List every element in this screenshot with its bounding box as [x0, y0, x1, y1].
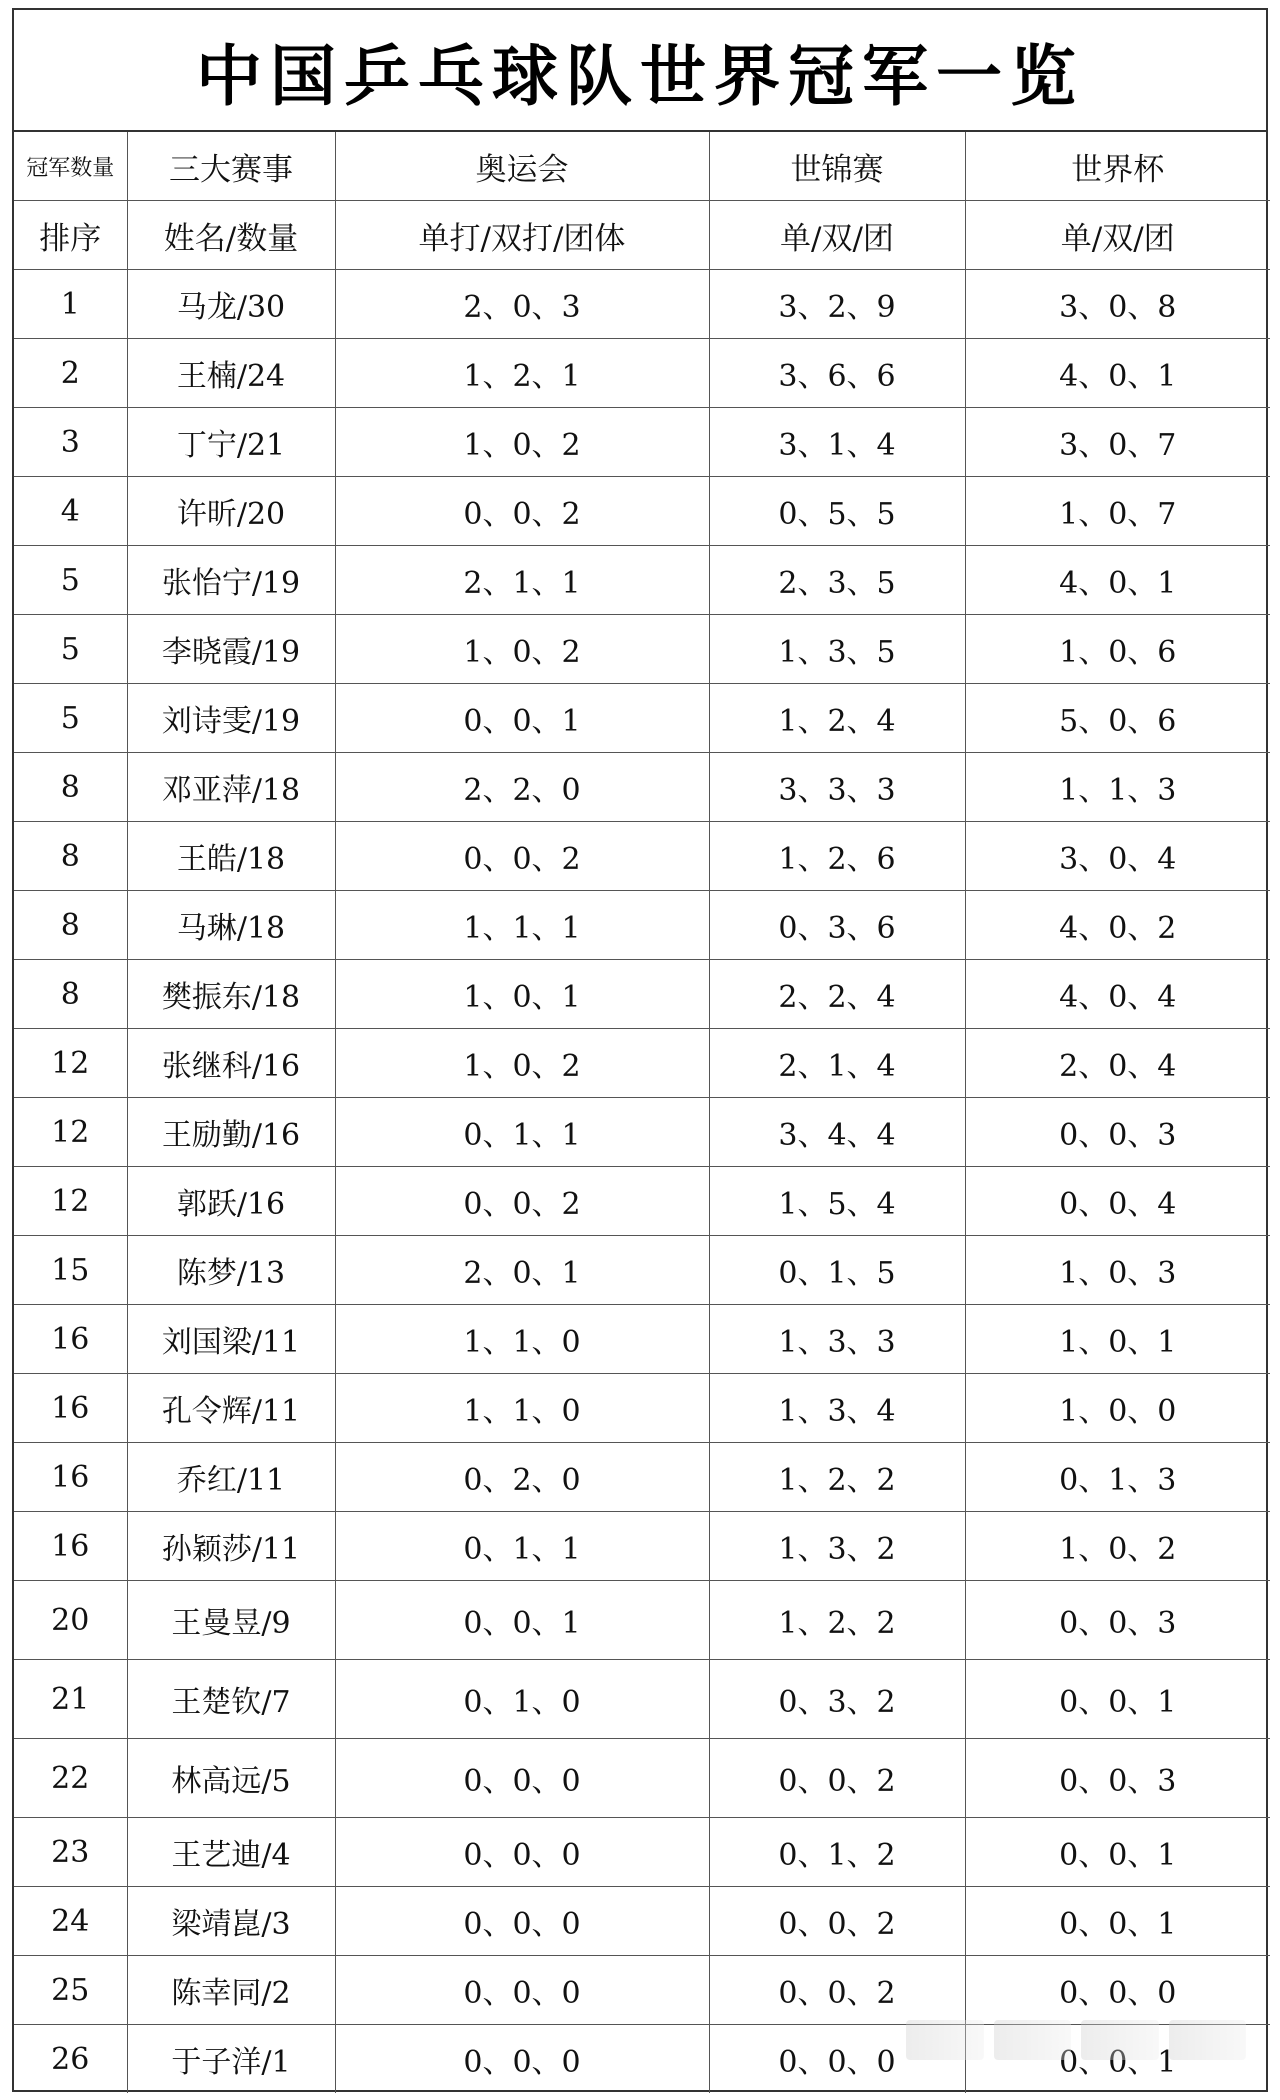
- table-body: [14, 132, 1270, 2093]
- player-name-cell: 王艺迪/4: [127, 1818, 335, 1887]
- table-row: [14, 1236, 1270, 1305]
- olympics-cell: 1、2、1: [335, 339, 709, 408]
- rank-cell: 8: [14, 891, 127, 960]
- subheader-worldcup-breakdown: 单/双/团: [965, 201, 1270, 270]
- olympics-cell: 0、1、1: [335, 1098, 709, 1167]
- table-row: [14, 753, 1270, 822]
- player-name-cell: 马龙/30: [127, 270, 335, 339]
- rank-cell: 5: [14, 684, 127, 753]
- rank-cell: 16: [14, 1512, 127, 1581]
- header-row: [14, 132, 1270, 201]
- worldcup-cell: 0、0、1: [965, 2025, 1270, 2094]
- table-row: [14, 1167, 1270, 1236]
- table-row: [14, 891, 1270, 960]
- rank-cell: 24: [14, 1887, 127, 1956]
- worldcup-cell: 0、0、3: [965, 1098, 1270, 1167]
- worldcup-cell: 4、0、1: [965, 339, 1270, 408]
- player-name-cell: 许昕/20: [127, 477, 335, 546]
- player-name-cell: 张怡宁/19: [127, 546, 335, 615]
- rank-cell: 21: [14, 1660, 127, 1739]
- player-name-cell: 于子洋/1: [127, 2025, 335, 2094]
- player-name-cell: 王楚钦/7: [127, 1660, 335, 1739]
- worlds-cell: 1、3、3: [709, 1305, 965, 1374]
- header-world-championships: 世锦赛: [709, 132, 965, 201]
- rank-cell: 8: [14, 753, 127, 822]
- olympics-cell: 1、1、1: [335, 891, 709, 960]
- worldcup-cell: 0、1、3: [965, 1443, 1270, 1512]
- olympics-cell: 0、0、0: [335, 1887, 709, 1956]
- table-row: [14, 1581, 1270, 1660]
- watermark-block: [1081, 2020, 1159, 2060]
- player-name-cell: 梁靖崑/3: [127, 1887, 335, 1956]
- worlds-cell: 1、2、2: [709, 1581, 965, 1660]
- worldcup-cell: 3、0、8: [965, 270, 1270, 339]
- subheader-olympics-breakdown: 单打/双打/团体: [335, 201, 709, 270]
- worlds-cell: 3、3、3: [709, 753, 965, 822]
- worldcup-cell: 2、0、4: [965, 1029, 1270, 1098]
- olympics-cell: 0、0、2: [335, 477, 709, 546]
- player-name-cell: 乔红/11: [127, 1443, 335, 1512]
- rank-cell: 26: [14, 2025, 127, 2094]
- player-name-cell: 王楠/24: [127, 339, 335, 408]
- champions-sheet: [12, 8, 1268, 2092]
- worlds-cell: 0、0、2: [709, 1739, 965, 1818]
- worldcup-cell: 3、0、7: [965, 408, 1270, 477]
- worlds-cell: 0、1、5: [709, 1236, 965, 1305]
- rank-cell: 2: [14, 339, 127, 408]
- rank-cell: 3: [14, 408, 127, 477]
- table-row: [14, 270, 1270, 339]
- worldcup-cell: 3、0、4: [965, 822, 1270, 891]
- worlds-cell: 1、5、4: [709, 1167, 965, 1236]
- rank-cell: 4: [14, 477, 127, 546]
- olympics-cell: 0、1、0: [335, 1660, 709, 1739]
- player-name-cell: 孙颖莎/11: [127, 1512, 335, 1581]
- player-name-cell: 王皓/18: [127, 822, 335, 891]
- player-name-cell: 李晓霞/19: [127, 615, 335, 684]
- table-row: [14, 1956, 1270, 2025]
- worlds-cell: 0、3、6: [709, 891, 965, 960]
- worlds-cell: 3、1、4: [709, 408, 965, 477]
- rank-cell: 5: [14, 546, 127, 615]
- table-row: [14, 1660, 1270, 1739]
- olympics-cell: 1、0、1: [335, 960, 709, 1029]
- table-row: [14, 1887, 1270, 1956]
- rank-cell: 1: [14, 270, 127, 339]
- rank-cell: 22: [14, 1739, 127, 1818]
- player-name-cell: 丁宁/21: [127, 408, 335, 477]
- watermark: [906, 2020, 1246, 2060]
- worlds-cell: 1、2、6: [709, 822, 965, 891]
- player-name-cell: 王励勤/16: [127, 1098, 335, 1167]
- header-major-events: 三大赛事: [127, 132, 335, 201]
- player-name-cell: 陈梦/13: [127, 1236, 335, 1305]
- subheader-rank: 排序: [14, 201, 127, 270]
- olympics-cell: 2、2、0: [335, 753, 709, 822]
- champions-table: [14, 132, 1270, 2093]
- worlds-cell: 3、6、6: [709, 339, 965, 408]
- worlds-cell: 1、2、4: [709, 684, 965, 753]
- olympics-cell: 0、0、0: [335, 1739, 709, 1818]
- worldcup-cell: 1、0、3: [965, 1236, 1270, 1305]
- worlds-cell: 1、3、5: [709, 615, 965, 684]
- rank-cell: 16: [14, 1374, 127, 1443]
- player-name-cell: 刘诗雯/19: [127, 684, 335, 753]
- player-name-cell: 孔令辉/11: [127, 1374, 335, 1443]
- olympics-cell: 0、0、1: [335, 684, 709, 753]
- player-name-cell: 马琳/18: [127, 891, 335, 960]
- table-row: [14, 1512, 1270, 1581]
- worlds-cell: 2、1、4: [709, 1029, 965, 1098]
- worldcup-cell: 0、0、4: [965, 1167, 1270, 1236]
- watermark-block: [994, 2020, 1072, 2060]
- table-row: [14, 615, 1270, 684]
- table-row: [14, 1305, 1270, 1374]
- table-row: [14, 546, 1270, 615]
- worlds-cell: 0、0、0: [709, 2025, 965, 2094]
- worldcup-cell: 4、0、2: [965, 891, 1270, 960]
- olympics-cell: 0、0、2: [335, 822, 709, 891]
- worldcup-cell: 0、0、3: [965, 1739, 1270, 1818]
- worldcup-cell: 1、0、7: [965, 477, 1270, 546]
- worldcup-cell: 0、0、3: [965, 1581, 1270, 1660]
- subheader-row: [14, 201, 1270, 270]
- rank-cell: 12: [14, 1098, 127, 1167]
- worlds-cell: 2、3、5: [709, 546, 965, 615]
- olympics-cell: 0、0、0: [335, 2025, 709, 2094]
- worlds-cell: 3、4、4: [709, 1098, 965, 1167]
- olympics-cell: 0、1、1: [335, 1512, 709, 1581]
- worldcup-cell: 4、0、1: [965, 546, 1270, 615]
- rank-cell: 5: [14, 615, 127, 684]
- table-row: [14, 960, 1270, 1029]
- header-olympics: 奥运会: [335, 132, 709, 201]
- player-name-cell: 张继科/16: [127, 1029, 335, 1098]
- worldcup-cell: 0、0、0: [965, 1956, 1270, 2025]
- worlds-cell: 3、2、9: [709, 270, 965, 339]
- table-row: [14, 339, 1270, 408]
- header-champion-count: 冠军数量: [14, 132, 127, 201]
- table-row: [14, 1443, 1270, 1512]
- rank-cell: 12: [14, 1167, 127, 1236]
- subheader-name-count: 姓名/数量: [127, 201, 335, 270]
- table-row: [14, 1029, 1270, 1098]
- rank-cell: 25: [14, 1956, 127, 2025]
- worldcup-cell: 4、0、4: [965, 960, 1270, 1029]
- worldcup-cell: 1、0、1: [965, 1305, 1270, 1374]
- rank-cell: 12: [14, 1029, 127, 1098]
- table-row: [14, 1098, 1270, 1167]
- subheader-worlds-breakdown: 单/双/团: [709, 201, 965, 270]
- player-name-cell: 陈幸同/2: [127, 1956, 335, 2025]
- olympics-cell: 1、0、2: [335, 408, 709, 477]
- worlds-cell: 0、0、2: [709, 1956, 965, 2025]
- table-row: [14, 1374, 1270, 1443]
- page-title: 中国乒乓球队世界冠军一览: [14, 10, 1266, 132]
- watermark-block: [1169, 2020, 1247, 2060]
- olympics-cell: 2、0、3: [335, 270, 709, 339]
- worlds-cell: 0、0、2: [709, 1887, 965, 1956]
- olympics-cell: 2、1、1: [335, 546, 709, 615]
- worldcup-cell: 0、0、1: [965, 1660, 1270, 1739]
- worldcup-cell: 1、1、3: [965, 753, 1270, 822]
- olympics-cell: 1、0、2: [335, 615, 709, 684]
- worldcup-cell: 1、0、0: [965, 1374, 1270, 1443]
- player-name-cell: 郭跃/16: [127, 1167, 335, 1236]
- olympics-cell: 0、0、1: [335, 1581, 709, 1660]
- olympics-cell: 0、2、0: [335, 1443, 709, 1512]
- worldcup-cell: 5、0、6: [965, 684, 1270, 753]
- olympics-cell: 1、1、0: [335, 1374, 709, 1443]
- worlds-cell: 0、5、5: [709, 477, 965, 546]
- olympics-cell: 1、0、2: [335, 1029, 709, 1098]
- table-row: [14, 684, 1270, 753]
- player-name-cell: 林高远/5: [127, 1739, 335, 1818]
- table-row: [14, 477, 1270, 546]
- rank-cell: 16: [14, 1305, 127, 1374]
- player-name-cell: 邓亚萍/18: [127, 753, 335, 822]
- rank-cell: 8: [14, 822, 127, 891]
- worlds-cell: 0、1、2: [709, 1818, 965, 1887]
- rank-cell: 15: [14, 1236, 127, 1305]
- worlds-cell: 1、2、2: [709, 1443, 965, 1512]
- olympics-cell: 0、0、2: [335, 1167, 709, 1236]
- olympics-cell: 2、0、1: [335, 1236, 709, 1305]
- watermark-block: [906, 2020, 984, 2060]
- table-row: [14, 1739, 1270, 1818]
- header-world-cup: 世界杯: [965, 132, 1270, 201]
- rank-cell: 16: [14, 1443, 127, 1512]
- table-row: [14, 1818, 1270, 1887]
- worldcup-cell: 1、0、2: [965, 1512, 1270, 1581]
- worldcup-cell: 1、0、6: [965, 615, 1270, 684]
- worldcup-cell: 0、0、1: [965, 1818, 1270, 1887]
- worlds-cell: 1、3、4: [709, 1374, 965, 1443]
- worlds-cell: 0、3、2: [709, 1660, 965, 1739]
- rank-cell: 8: [14, 960, 127, 1029]
- table-row: [14, 822, 1270, 891]
- olympics-cell: 0、0、0: [335, 1956, 709, 2025]
- worlds-cell: 2、2、4: [709, 960, 965, 1029]
- olympics-cell: 1、1、0: [335, 1305, 709, 1374]
- player-name-cell: 刘国梁/11: [127, 1305, 335, 1374]
- table-row: [14, 408, 1270, 477]
- rank-cell: 23: [14, 1818, 127, 1887]
- olympics-cell: 0、0、0: [335, 1818, 709, 1887]
- player-name-cell: 樊振东/18: [127, 960, 335, 1029]
- worlds-cell: 1、3、2: [709, 1512, 965, 1581]
- worldcup-cell: 0、0、1: [965, 1887, 1270, 1956]
- rank-cell: 20: [14, 1581, 127, 1660]
- player-name-cell: 王曼昱/9: [127, 1581, 335, 1660]
